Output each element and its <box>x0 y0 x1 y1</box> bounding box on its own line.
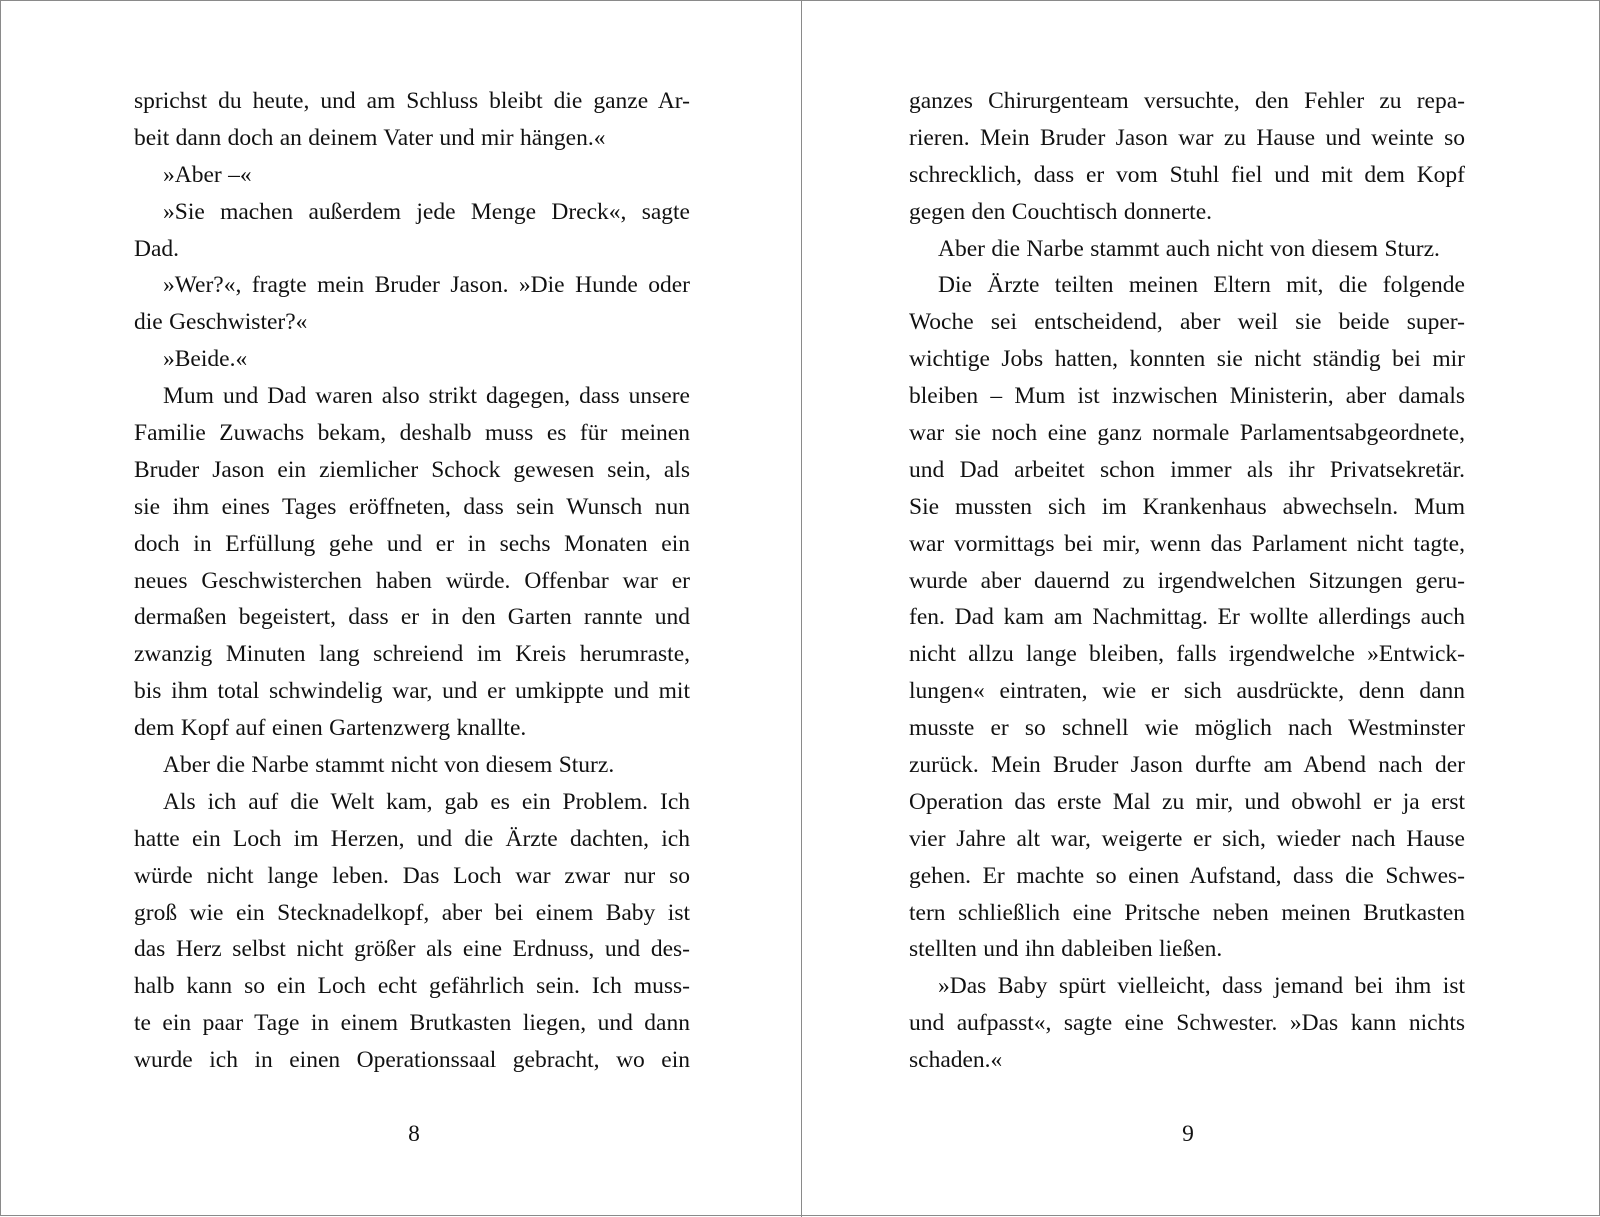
text-line: »Beide.« <box>163 346 248 373</box>
text-line: musste er so schnell wie möglich nach Westminster <box>909 715 1465 742</box>
text-line: sie ihm eines Tages eröffneten, dass sein Wunsch nun <box>134 493 690 520</box>
text-line: sprichst du heute, und am Schluss bleibt die ganze Ar- <box>134 88 690 114</box>
text-line: und Dad arbeitet schon immer als ihr Privatsekretär. <box>909 456 1465 483</box>
text-line: schaden.« <box>909 1047 1003 1074</box>
text-line: stellten und ihn dableiben ließen. <box>909 936 1223 963</box>
text-line: groß wie ein Stecknadelkopf, aber bei einem Baby ist <box>134 899 690 926</box>
page-number: 9 <box>1182 1121 1194 1147</box>
text-line: »Aber –« <box>163 161 252 188</box>
text-line: Als ich auf die Welt kam, gab es ein Problem. Ich <box>163 788 690 815</box>
text-line: war sie noch eine ganz normale Parlamentsabgeordnete, <box>909 420 1465 447</box>
text-line: neues Geschwisterchen haben würde. Offenbar war er <box>134 567 690 594</box>
right-page-text <box>909 83 1465 1079</box>
text-line: Die Ärzte teilten meinen Eltern mit, die folgende <box>938 272 1465 299</box>
text-line: halb kann so ein Loch echt gefährlich sein. Ich muss- <box>134 973 690 1000</box>
text-line: bleiben – Mum ist inzwischen Ministerin, aber damals <box>909 383 1465 410</box>
text-line: war vormittags bei mir, wenn das Parlament nicht tagte, <box>909 530 1465 557</box>
text-line: ganzes Chirurgenteam versuchte, den Fehler zu repa- <box>909 88 1465 114</box>
page-number: 8 <box>408 1121 420 1147</box>
text-line: vier Jahre alt war, weigerte er sich, wieder nach Hause <box>909 825 1465 852</box>
text-line: bis ihm total schwindelig war, und er umkippte und mit <box>134 678 690 705</box>
text-line: Operation das erste Mal zu mir, und obwohl er ja erst <box>909 788 1465 815</box>
text-line: wurde aber dauernd zu irgendwelchen Sitzungen geru- <box>909 567 1465 594</box>
text-line: hatte ein Loch im Herzen, und die Ärzte dachten, ich <box>134 825 690 852</box>
left-page <box>1 1 801 1217</box>
text-line: schrecklich, dass er vom Stuhl fiel und mit dem Kopf <box>909 161 1465 188</box>
text-line: wichtige Jobs hatten, konnten sie nicht ständig bei mir <box>909 346 1465 373</box>
text-line: dermaßen begeistert, dass er in den Garten rannte und <box>134 604 690 631</box>
right-page <box>802 1 1600 1217</box>
text-line: wurde ich in einen Operationssaal gebracht, wo ein <box>134 1047 690 1074</box>
text-line: »Das Baby spürt vielleicht, dass jemand bei ihm ist <box>938 973 1465 1000</box>
text-line: tern schließlich eine Pritsche neben meinen Brutkasten <box>909 899 1465 926</box>
text-line: Mum und Dad waren also strikt dagegen, dass unsere <box>163 383 690 410</box>
text-line: würde nicht lange leben. Das Loch war zwar nur so <box>134 862 690 889</box>
text-line: dem Kopf auf einen Gartenzwerg knallte. <box>134 715 527 742</box>
text-line: zurück. Mein Bruder Jason durfte am Abend nach der <box>909 752 1465 779</box>
text-line: »Sie machen außerdem jede Menge Dreck«, sagte <box>163 198 690 225</box>
text-line: und aufpasst«, sagte eine Schwester. »Das kann nichts <box>909 1010 1465 1037</box>
text-line: Bruder Jason ein ziemlicher Schock gewesen sein, als <box>134 456 690 483</box>
text-line: zwanzig Minuten lang schreiend im Kreis herumraste, <box>134 641 690 668</box>
text-line: fen. Dad kam am Nachmittag. Er wollte allerdings auch <box>909 604 1465 631</box>
text-line: gegen den Couchtisch donnerte. <box>909 198 1212 225</box>
text-line: beit dann doch an deinem Vater und mir hängen.« <box>134 124 606 151</box>
text-line: Woche sei entscheidend, aber weil sie beide super- <box>909 309 1465 336</box>
text-line: Aber die Narbe stammt auch nicht von diesem Sturz. <box>938 235 1440 262</box>
text-line: Dad. <box>134 235 180 262</box>
text-line: »Wer?«, fragte mein Bruder Jason. »Die Hunde oder <box>163 272 690 299</box>
text-line: nicht allzu lange bleiben, falls irgendwelche »Entwick- <box>909 641 1465 668</box>
text-line: lungen« eintraten, wie er sich ausdrückte, denn dann <box>909 678 1465 705</box>
text-line: Aber die Narbe stammt nicht von diesem Sturz. <box>163 752 615 779</box>
text-line: gehen. Er machte so einen Aufstand, dass die Schwes- <box>909 862 1465 889</box>
left-page-text <box>134 83 690 1079</box>
text-line: Sie mussten sich im Krankenhaus abwechseln. Mum <box>909 493 1465 520</box>
text-line: doch in Erfüllung gehe und er in sechs Monaten ein <box>134 530 690 557</box>
text-line: Familie Zuwachs bekam, deshalb muss es für meinen <box>134 420 690 447</box>
text-line: die Geschwister?« <box>134 309 308 336</box>
text-line: das Herz selbst nicht größer als eine Erdnuss, und des- <box>134 936 690 963</box>
text-line: te ein paar Tage in einem Brutkasten liegen, und dann <box>134 1010 690 1037</box>
text-line: rieren. Mein Bruder Jason war zu Hause und weinte so <box>909 124 1465 151</box>
